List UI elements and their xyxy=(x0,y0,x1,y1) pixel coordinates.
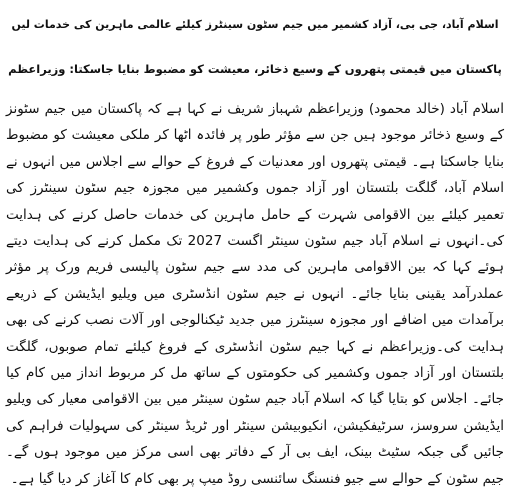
headline-secondary: پاکستان میں قیمتی پتھروں کے وسیع ذخائر، معیشت کو مضبوط بنایا جاسکتا: وزیراعظم xyxy=(8,62,502,76)
headline-primary: اسلام آباد، جی بی، آزاد کشمیر میں جیم سٹون سینٹرز کیلئے عالمی ماہرین کی خدمات لیں xyxy=(11,18,499,31)
article-body: اسلام آباد (خالد محمود) وزیراعظم شہباز شریف نے کہا ہے کہ پاکستان میں جیم سٹونز کے وسیع ذخائر موجود ہیں جن سے مؤثر طور پر فائدہ اٹھا کر ملکی معیشت کو مضبوط بنایا جاسکتا ہے۔ قیمتی پتھروں اور معدنیات کے فروغ کے حوالے سے اجلاس میں انہوں نے اسلام آباد، گلگت بلتستان اور آزاد جموں وکشمیر میں مجوزہ جیم سٹون سینٹرز کی تعمیر کیلئے بین الاقوامی شہرت کے حامل ماہرین کی خدمات حاصل کرنے کی ہدایت کی۔انہوں نے اسلام آباد جیم سٹون سینٹر اگست 2027 تک مکمل کرنے کی ہدایت دیتے ہوئے کہا کہ بین الاقوامی ماہرین کی مدد سے جیم سٹون پالیسی فریم ورک پر مؤثر عملدرآمد یقینی بنایا جائے۔ انہوں نے جیم سٹون انڈسٹری میں ویلیو ایڈیشن کے ذریعے برآمدات میں اضافے اور مجوزہ سینٹرز میں جدید ٹیکنالوجی اور آلات نصب کرنے کی بھی ہدایت کی۔وزیراعظم نے کہا جیم سٹون انڈسٹری کے فروغ کیلئے تمام صوبوں، گلگت بلتستان اور آزاد جموں وکشمیر کی حکومتوں کے ساتھ مل کر مربوط انداز میں کام کیا جائے۔ اجلاس کو بتایا گیا کہ اسلام آباد جیم سٹون سینٹر میں بین الاقوامی معیار کی ویلیو ایڈیشن سروسز، سرٹیفکیشن، انکیوبیشن سینٹر اور ٹریڈ سینٹر کی سہولیات فراہم کی جائیں گی جبکہ سٹیٹ بینک، ایف بی آر کے دفاتر بھی اسی مرکز میں موجود ہوں گے۔ جیم سٹون کے حوالے سے جیو فنسنگ سائنسی روڈ میپ پر بھی کام کا آغاز کر دیا گیا ہے۔ xyxy=(6,101,504,487)
